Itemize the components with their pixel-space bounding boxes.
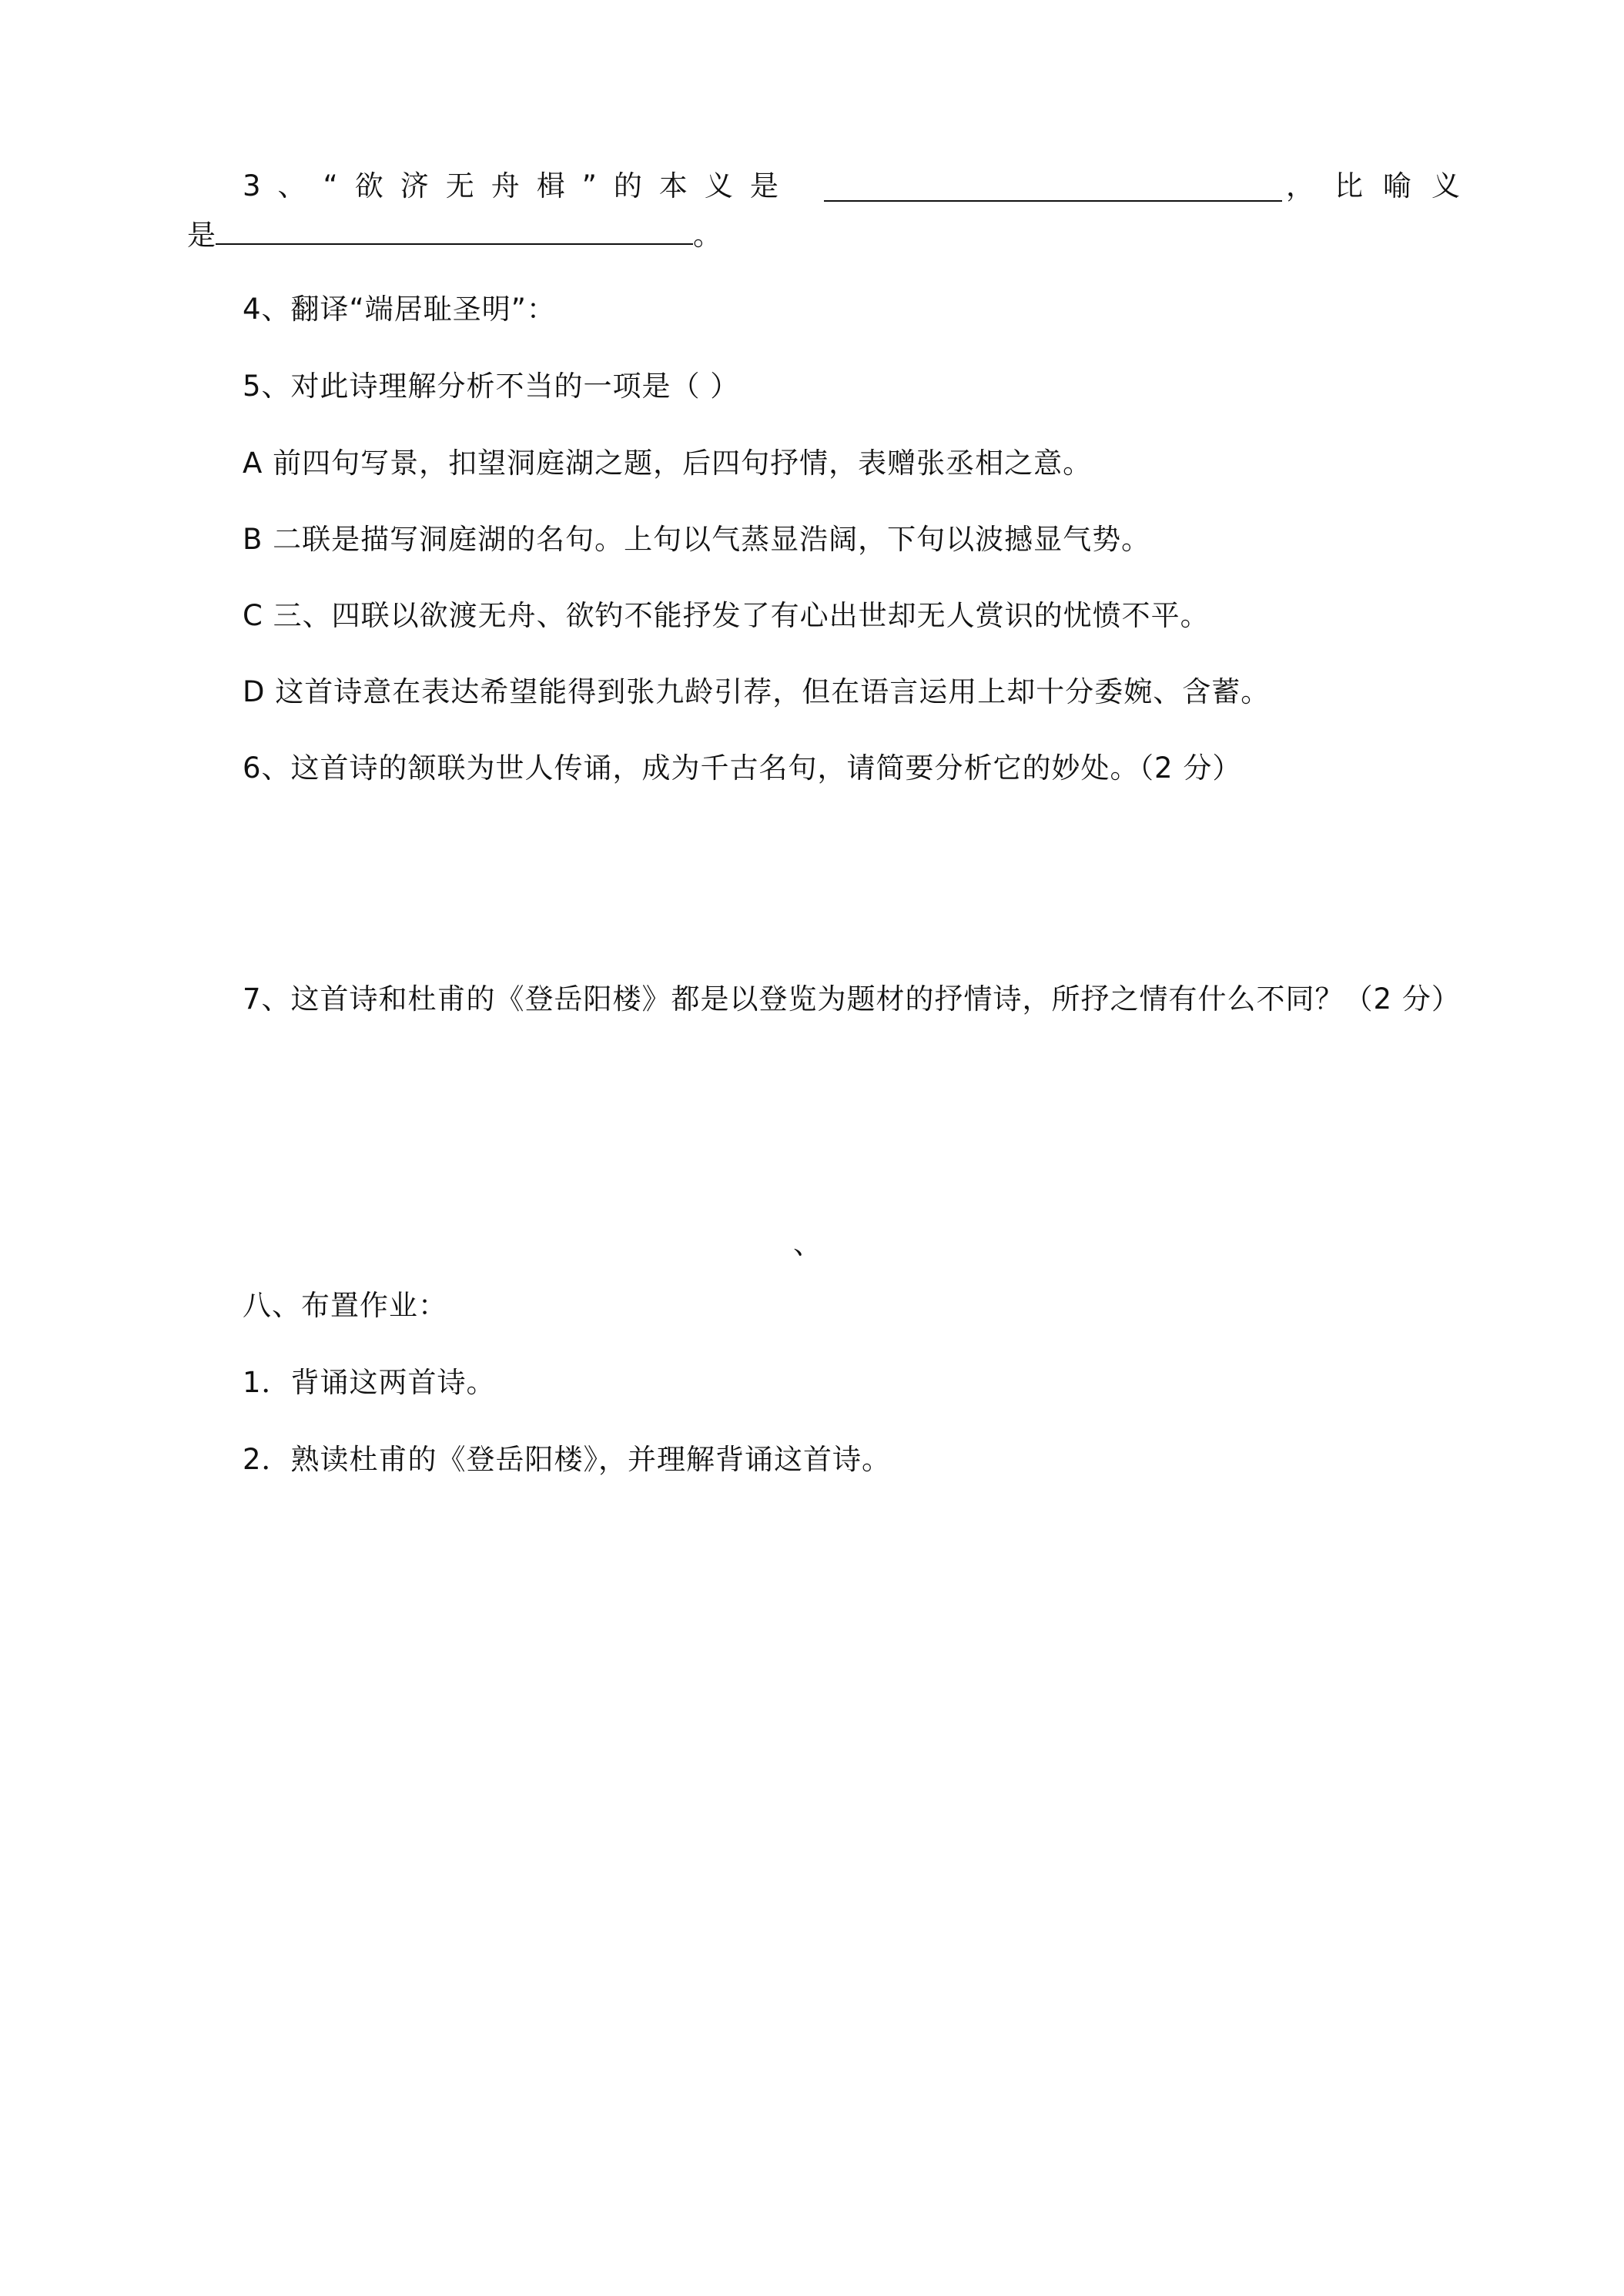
question-5-option-b: B 二联是描写洞庭湖的名句。上句以气蒸显浩阔，下句以波撼显气势。: [243, 523, 1151, 556]
question-7: 7、这首诗和杜甫的《登岳阳楼》都是以登览为题材的抒情诗，所抒之情有什么不同？（2 分）: [243, 982, 1461, 1016]
question-5-option-d: D 这首诗意在表达希望能得到张九龄引荐，但在语言运用上却十分委婉、含蓄。: [243, 675, 1271, 708]
question-3-literal-blank: [824, 200, 1282, 202]
question-3-metaphor-label-group: [1286, 166, 1480, 206]
question-3-metaphor-blank: [216, 216, 693, 245]
question-3-metaphor-label: 比喻义: [1334, 169, 1480, 202]
homework-item-1: 1．背诵这两首诗。: [243, 1366, 496, 1399]
question-6: 6、这首诗的颔联为世人传诵，成为千古名句，请简要分析它的妙处。（2 分）: [243, 751, 1242, 785]
stray-punctuation-mark: 、: [793, 1227, 822, 1260]
question-3-row-2: [187, 216, 722, 256]
question-4: 4、翻译“端居耻圣明”：: [243, 293, 556, 326]
homework-item-2: 2．熟读杜甫的《登岳阳楼》，并理解背诵这首诗。: [243, 1443, 892, 1476]
homework-title: 八、布置作业：: [243, 1289, 447, 1322]
question-5: 5、对此诗理解分析不当的一项是（ ）: [243, 370, 740, 403]
question-3-lead: 3、“欲济无舟楫”的本义是: [243, 169, 795, 202]
question-5-option-a: A 前四句写景，扣望洞庭湖之题，后四句抒情，表赠张丞相之意。: [243, 447, 1093, 480]
question-3-row-2-end: 。: [693, 219, 722, 252]
question-3-row-2-lead: 是: [187, 219, 216, 252]
question-3-comma: ，: [1286, 169, 1334, 202]
question-5-option-c: C 三、四联以欲渡无舟、欲钓不能抒发了有心出世却无人赏识的忧愤不平。: [243, 599, 1210, 632]
question-3-row-1: [243, 166, 1480, 206]
